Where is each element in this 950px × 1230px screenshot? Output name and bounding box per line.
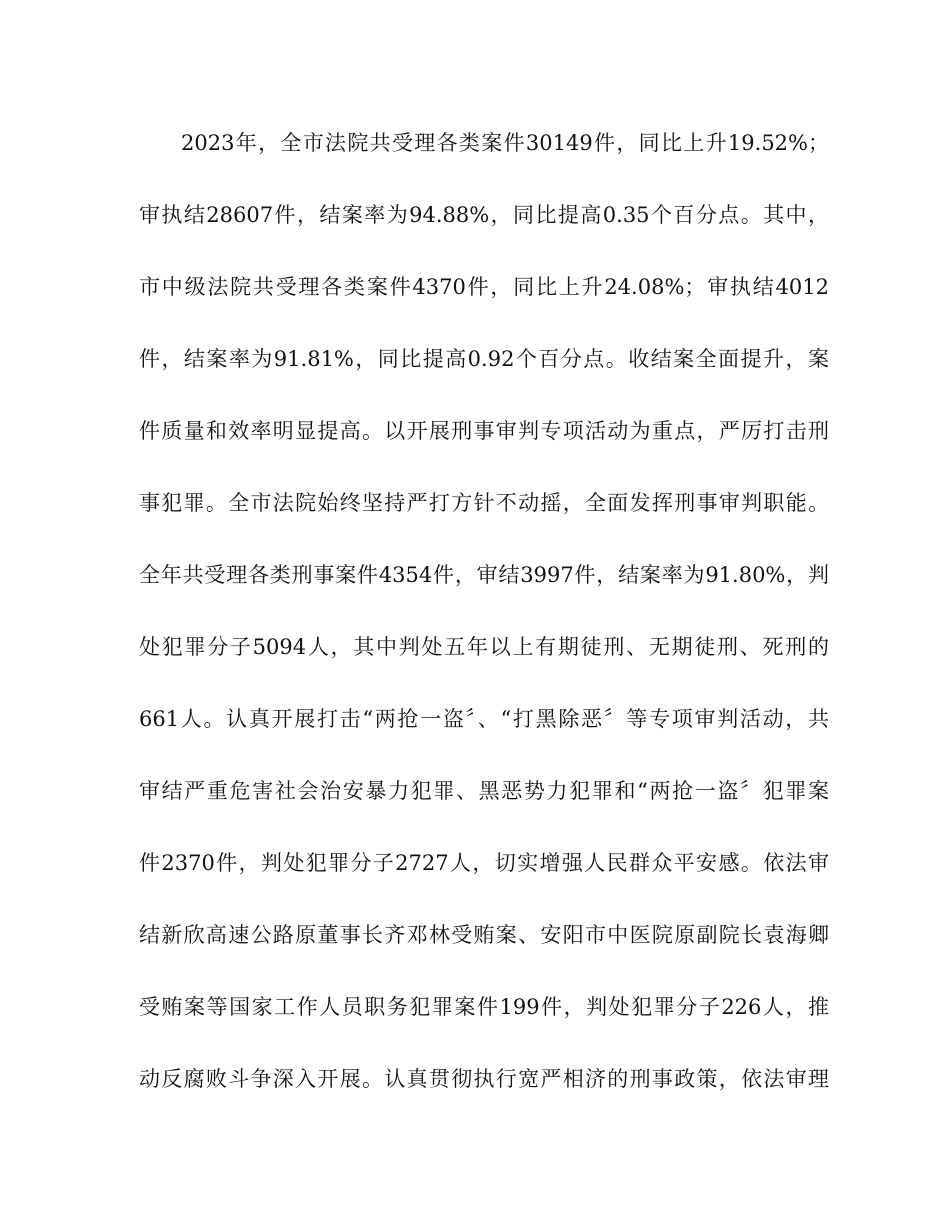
paragraph-line: 市中级法院共受理各类案件4370件，同比上升24.08%；审执结4012 [139, 275, 829, 299]
paragraph-line: 件2370件，判处犯罪分子2727人，切实增强人民群众平安感。依法审 [139, 851, 829, 875]
paragraph-line: 结新欣高速公路原董事长齐邓林受贿案、安阳市中医院原副院长袁海卿 [139, 923, 829, 947]
paragraph-line: 审执结28607件，结案率为94.88%，同比提高0.35个百分点。其中， [139, 203, 829, 227]
paragraph-line: 全年共受理各类刑事案件4354件，审结3997件，结案率为91.80%，判 [139, 563, 829, 587]
paragraph-line: 审结严重危害社会治安暴力犯罪、黑恶势力犯罪和“两抢一盗〞犯罪案 [139, 779, 829, 803]
body-paragraph [139, 123, 829, 1131]
paragraph-line: 动反腐败斗争深入开展。认真贯彻执行宽严相济的刑事政策，依法审理 [139, 1067, 829, 1091]
paragraph-line: 件，结案率为91.81%，同比提高0.92个百分点。收结案全面提升，案 [139, 347, 829, 371]
paragraph-line: 处犯罪分子5094人，其中判处五年以上有期徒刑、无期徒刑、死刑的 [139, 635, 829, 659]
paragraph-line: 事犯罪。全市法院始终坚持严打方针不动摇，全面发挥刑事审判职能。 [139, 491, 829, 515]
paragraph-line: 2023年，全市法院共受理各类案件30149件，同比上升19.52%； [181, 131, 829, 155]
paragraph-line: 受贿案等国家工作人员职务犯罪案件199件，判处犯罪分子226人，推 [139, 995, 829, 1019]
paragraph-line: 661人。认真开展打击“两抢一盗〞、“打黑除恶〞等专项审判活动，共 [139, 707, 829, 731]
paragraph-line: 件质量和效率明显提高。以开展刑事审判专项活动为重点，严厉打击刑 [139, 419, 829, 443]
